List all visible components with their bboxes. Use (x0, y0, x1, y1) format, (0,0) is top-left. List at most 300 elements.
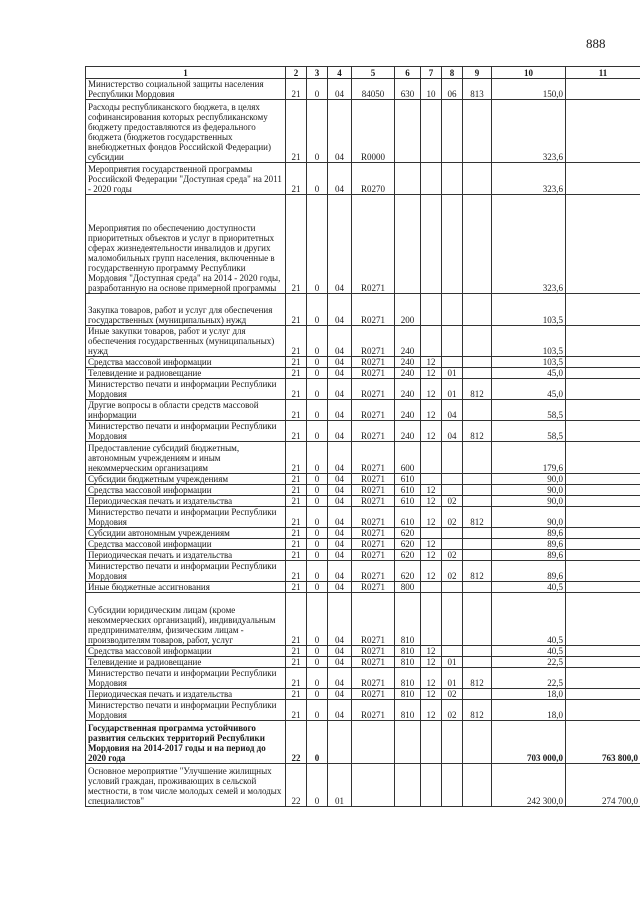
expense-type: 620 (395, 550, 421, 561)
page-number: 888 (586, 36, 606, 51)
amount-1: 89,6 (492, 528, 566, 539)
amount-2 (566, 326, 640, 357)
code-col-3: 0 (307, 195, 328, 294)
code-col-2: 21 (286, 485, 307, 496)
section: 12 (421, 368, 442, 379)
expense-type: 810 (395, 668, 421, 689)
expense-type: 620 (395, 528, 421, 539)
table-row (86, 582, 640, 593)
code-col-4: 04 (328, 496, 352, 507)
code-col-3: 0 (307, 442, 328, 474)
subsection (442, 474, 463, 485)
table-row (86, 79, 640, 100)
code-col-2: 21 (286, 646, 307, 657)
ministry-code: 812 (463, 379, 492, 400)
table-row (86, 294, 640, 326)
target-article: R0000 (352, 100, 395, 163)
target-article: R0271 (352, 421, 395, 442)
amount-2 (566, 474, 640, 485)
amount-1: 89,6 (492, 550, 566, 561)
section: 12 (421, 400, 442, 421)
amount-1: 103,5 (492, 357, 566, 368)
amount-2 (566, 507, 640, 528)
section: 12 (421, 357, 442, 368)
subsection: 04 (442, 421, 463, 442)
ministry-code: 813 (463, 79, 492, 100)
section (421, 442, 442, 474)
expense-type: 800 (395, 582, 421, 593)
amount-2 (566, 79, 640, 100)
row-description: Закупка товаров, работ и услуг для обеспечения государственных (муниципальных) нужд (86, 294, 286, 326)
target-article: R0271 (352, 507, 395, 528)
code-col-2: 21 (286, 582, 307, 593)
target-article: R0271 (352, 689, 395, 700)
table-row (86, 689, 640, 700)
expense-type: 610 (395, 496, 421, 507)
expense-type: 620 (395, 561, 421, 582)
code-col-3: 0 (307, 668, 328, 689)
expense-type (395, 721, 421, 764)
row-description: Субсидии автономным учреждениям (86, 528, 286, 539)
amount-1: 40,5 (492, 646, 566, 657)
section: 12 (421, 379, 442, 400)
code-col-3: 0 (307, 507, 328, 528)
expense-type: 610 (395, 485, 421, 496)
subsection: 02 (442, 561, 463, 582)
row-description: Периодическая печать и издательства (86, 496, 286, 507)
target-article: 84050 (352, 79, 395, 100)
subsection (442, 326, 463, 357)
amount-1: 18,0 (492, 689, 566, 700)
amount-2 (566, 646, 640, 657)
code-col-4: 04 (328, 195, 352, 294)
subsection (442, 442, 463, 474)
subsection: 01 (442, 657, 463, 668)
code-col-2: 21 (286, 507, 307, 528)
section: 12 (421, 700, 442, 721)
code-col-3: 0 (307, 100, 328, 163)
code-col-2: 21 (286, 657, 307, 668)
amount-2 (566, 163, 640, 195)
section: 12 (421, 668, 442, 689)
section (421, 100, 442, 163)
code-col-2: 21 (286, 421, 307, 442)
table-row (86, 561, 640, 582)
row-description: Средства массовой информации (86, 485, 286, 496)
code-col-3: 0 (307, 421, 328, 442)
code-col-2: 21 (286, 561, 307, 582)
column-header: 6 (395, 67, 421, 79)
expense-type (395, 100, 421, 163)
ministry-code: 812 (463, 668, 492, 689)
code-col-2: 21 (286, 474, 307, 485)
expense-type: 600 (395, 442, 421, 474)
amount-1: 89,6 (492, 561, 566, 582)
code-col-4: 04 (328, 379, 352, 400)
subsection: 06 (442, 79, 463, 100)
target-article: R0271 (352, 294, 395, 326)
expense-type: 240 (395, 357, 421, 368)
expense-type: 810 (395, 646, 421, 657)
row-description: Средства массовой информации (86, 646, 286, 657)
amount-2 (566, 496, 640, 507)
ministry-code (463, 195, 492, 294)
code-col-4: 04 (328, 561, 352, 582)
column-header: 4 (328, 67, 352, 79)
code-col-3: 0 (307, 582, 328, 593)
table-row (86, 379, 640, 400)
code-col-2: 22 (286, 764, 307, 807)
amount-2 (566, 657, 640, 668)
code-col-4: 04 (328, 400, 352, 421)
ministry-code: 812 (463, 421, 492, 442)
code-col-3: 0 (307, 593, 328, 646)
subsection (442, 294, 463, 326)
code-col-4: 04 (328, 474, 352, 485)
target-article: R0271 (352, 646, 395, 657)
ministry-code (463, 400, 492, 421)
ministry-code (463, 550, 492, 561)
ministry-code (463, 496, 492, 507)
ministry-code (463, 357, 492, 368)
section: 12 (421, 496, 442, 507)
code-col-2: 21 (286, 368, 307, 379)
amount-1: 150,0 (492, 79, 566, 100)
amount-1: 90,0 (492, 496, 566, 507)
code-col-3: 0 (307, 764, 328, 807)
expense-type: 810 (395, 657, 421, 668)
expense-type: 610 (395, 507, 421, 528)
expense-type: 240 (395, 400, 421, 421)
code-col-4: 04 (328, 100, 352, 163)
column-header: 9 (463, 67, 492, 79)
table-row (86, 485, 640, 496)
table-row (86, 700, 640, 721)
code-col-3: 0 (307, 400, 328, 421)
section: 12 (421, 561, 442, 582)
section: 12 (421, 689, 442, 700)
amount-1: 90,0 (492, 485, 566, 496)
row-description: Министерство печати и информации Республики Мордовия (86, 561, 286, 582)
target-article: R0271 (352, 528, 395, 539)
ministry-code (463, 721, 492, 764)
code-col-2: 21 (286, 195, 307, 294)
code-col-2: 21 (286, 539, 307, 550)
amount-1: 40,5 (492, 582, 566, 593)
code-col-3: 0 (307, 657, 328, 668)
code-col-3: 0 (307, 550, 328, 561)
target-article: R0271 (352, 668, 395, 689)
row-description: Иные закупки товаров, работ и услуг для обеспечения государственных (муниципальных) нужд (86, 326, 286, 357)
expense-type (395, 764, 421, 807)
target-article: R0271 (352, 357, 395, 368)
table-row (86, 764, 640, 807)
table-row (86, 550, 640, 561)
row-description: Телевидение и радиовещание (86, 368, 286, 379)
target-article: R0271 (352, 593, 395, 646)
code-col-2: 22 (286, 721, 307, 764)
expense-type: 620 (395, 539, 421, 550)
code-col-4: 04 (328, 657, 352, 668)
table-row (86, 421, 640, 442)
expense-type: 240 (395, 326, 421, 357)
table-row (86, 474, 640, 485)
section: 10 (421, 79, 442, 100)
target-article: R0271 (352, 700, 395, 721)
amount-2 (566, 550, 640, 561)
expense-type: 810 (395, 593, 421, 646)
table-row (86, 496, 640, 507)
column-header: 10 (492, 67, 566, 79)
section (421, 195, 442, 294)
ministry-code (463, 593, 492, 646)
code-col-4: 04 (328, 357, 352, 368)
amount-1: 90,0 (492, 474, 566, 485)
code-col-4: 04 (328, 593, 352, 646)
subsection (442, 528, 463, 539)
row-description: Другие вопросы в области средств массовой информации (86, 400, 286, 421)
target-article: R0270 (352, 163, 395, 195)
section (421, 582, 442, 593)
table-row (86, 528, 640, 539)
table-row (86, 593, 640, 646)
subsection: 02 (442, 496, 463, 507)
column-header: 1 (86, 67, 286, 79)
table-row (86, 442, 640, 474)
code-col-3: 0 (307, 379, 328, 400)
code-col-2: 21 (286, 700, 307, 721)
section (421, 528, 442, 539)
ministry-code: 812 (463, 507, 492, 528)
amount-1: 323,6 (492, 163, 566, 195)
target-article: R0271 (352, 442, 395, 474)
ministry-code (463, 368, 492, 379)
row-description: Периодическая печать и издательства (86, 550, 286, 561)
amount-1: 18,0 (492, 700, 566, 721)
amount-2 (566, 689, 640, 700)
amount-1: 45,0 (492, 379, 566, 400)
subsection: 02 (442, 507, 463, 528)
code-col-2: 21 (286, 442, 307, 474)
amount-2 (566, 582, 640, 593)
code-col-2: 21 (286, 689, 307, 700)
row-description: Средства массовой информации (86, 539, 286, 550)
code-col-4: 04 (328, 668, 352, 689)
code-col-4: 04 (328, 550, 352, 561)
code-col-4: 04 (328, 646, 352, 657)
column-header: 7 (421, 67, 442, 79)
table-row (86, 163, 640, 195)
amount-1: 22,5 (492, 657, 566, 668)
expense-type: 200 (395, 294, 421, 326)
section: 12 (421, 485, 442, 496)
amount-2 (566, 442, 640, 474)
table-row (86, 646, 640, 657)
row-description: Средства массовой информации (86, 357, 286, 368)
code-col-3: 0 (307, 357, 328, 368)
code-col-4: 04 (328, 326, 352, 357)
section (421, 294, 442, 326)
code-col-4 (328, 721, 352, 764)
target-article: R0271 (352, 561, 395, 582)
code-col-2: 21 (286, 400, 307, 421)
expense-type (395, 195, 421, 294)
target-article: R0271 (352, 582, 395, 593)
subsection: 01 (442, 368, 463, 379)
code-col-2: 21 (286, 528, 307, 539)
section: 12 (421, 550, 442, 561)
row-description: Министерство печати и информации Республики Мордовия (86, 421, 286, 442)
target-article: R0271 (352, 368, 395, 379)
code-col-2: 21 (286, 550, 307, 561)
amount-1: 103,5 (492, 326, 566, 357)
section: 12 (421, 507, 442, 528)
table-row (86, 357, 640, 368)
ministry-code (463, 294, 492, 326)
expense-type: 810 (395, 689, 421, 700)
ministry-code: 812 (463, 561, 492, 582)
expense-type (395, 163, 421, 195)
amount-2 (566, 700, 640, 721)
row-description: Министерство печати и информации Республики Мордовия (86, 668, 286, 689)
section (421, 593, 442, 646)
column-header: 3 (307, 67, 328, 79)
target-article: R0271 (352, 379, 395, 400)
row-description: Министерство печати и информации Республики Мордовия (86, 700, 286, 721)
amount-2: 763 800,0 (566, 721, 640, 764)
table-body (86, 79, 640, 807)
ministry-code (463, 163, 492, 195)
subsection: 04 (442, 400, 463, 421)
row-description: Иные бюджетные ассигнования (86, 582, 286, 593)
subsection: 01 (442, 379, 463, 400)
amount-2 (566, 357, 640, 368)
target-article: R0271 (352, 539, 395, 550)
ministry-code (463, 326, 492, 357)
column-header: 5 (352, 67, 395, 79)
amount-1: 40,5 (492, 593, 566, 646)
target-article: R0271 (352, 485, 395, 496)
section (421, 474, 442, 485)
code-col-3: 0 (307, 721, 328, 764)
code-col-3: 0 (307, 561, 328, 582)
code-col-2: 21 (286, 326, 307, 357)
amount-1: 323,6 (492, 100, 566, 163)
code-col-4: 04 (328, 368, 352, 379)
code-col-4: 04 (328, 163, 352, 195)
budget-table (85, 66, 640, 807)
code-col-3: 0 (307, 646, 328, 657)
amount-2 (566, 368, 640, 379)
code-col-4: 04 (328, 294, 352, 326)
subsection (442, 195, 463, 294)
row-description: Субсидии бюджетным учреждениям (86, 474, 286, 485)
subsection (442, 646, 463, 657)
ministry-code (463, 485, 492, 496)
row-description: Субсидии юридическим лицам (кроме некоммерческих организаций), индивидуальным предпринимателям, физическим лицам - производителям товаров, работ, услуг (86, 593, 286, 646)
ministry-code (463, 582, 492, 593)
table-row (86, 400, 640, 421)
ministry-code (463, 646, 492, 657)
row-description: Государственная программа устойчивого развития сельских территорий Республики Мордовия на 2014-2017 годы и на период до 2020 года (86, 721, 286, 764)
expense-type: 630 (395, 79, 421, 100)
target-article: R0271 (352, 474, 395, 485)
code-col-2: 21 (286, 79, 307, 100)
code-col-4: 04 (328, 700, 352, 721)
amount-2 (566, 561, 640, 582)
amount-2 (566, 400, 640, 421)
subsection: 01 (442, 668, 463, 689)
row-description: Периодическая печать и издательства (86, 689, 286, 700)
section (421, 721, 442, 764)
row-description: Телевидение и радиовещание (86, 657, 286, 668)
section: 12 (421, 539, 442, 550)
code-col-3: 0 (307, 700, 328, 721)
ministry-code (463, 100, 492, 163)
table-row (86, 657, 640, 668)
amount-2 (566, 528, 640, 539)
target-article: R0271 (352, 657, 395, 668)
row-description: Основное мероприятие "Улучшение жилищных условий граждан, проживающих в сельской местности, в том числе молодых семей и молодых специалистов" (86, 764, 286, 807)
section (421, 163, 442, 195)
expense-type: 810 (395, 700, 421, 721)
amount-1: 58,5 (492, 421, 566, 442)
amount-2 (566, 421, 640, 442)
section: 12 (421, 646, 442, 657)
code-col-2: 21 (286, 496, 307, 507)
ministry-code (463, 528, 492, 539)
row-description: Министерство социальной защиты населения Республики Мордовия (86, 79, 286, 100)
table-row (86, 195, 640, 294)
amount-1: 703 000,0 (492, 721, 566, 764)
subsection (442, 582, 463, 593)
row-description: Мероприятия государственной программы Российской Федерации "Доступная среда" на 2011 - 2020 годы (86, 163, 286, 195)
code-col-4: 01 (328, 764, 352, 807)
amount-2 (566, 485, 640, 496)
subsection (442, 593, 463, 646)
amount-2 (566, 379, 640, 400)
code-col-3: 0 (307, 474, 328, 485)
amount-1: 58,5 (492, 400, 566, 421)
code-col-4: 04 (328, 79, 352, 100)
column-header: 8 (442, 67, 463, 79)
section (421, 764, 442, 807)
amount-2 (566, 593, 640, 646)
code-col-3: 0 (307, 689, 328, 700)
amount-2 (566, 294, 640, 326)
code-col-3: 0 (307, 326, 328, 357)
code-col-4: 04 (328, 689, 352, 700)
ministry-code (463, 442, 492, 474)
column-header: 11 (566, 67, 640, 79)
amount-1: 323,6 (492, 195, 566, 294)
table-row (86, 326, 640, 357)
target-article (352, 764, 395, 807)
code-col-4: 04 (328, 421, 352, 442)
subsection (442, 764, 463, 807)
subsection: 02 (442, 689, 463, 700)
code-col-4: 04 (328, 507, 352, 528)
column-header: 2 (286, 67, 307, 79)
row-description: Мероприятия по обеспечению доступности приоритетных объектов и услуг в приоритетных сферах жизнедеятельности инвалидов и других маломобильных групп населения, включенные в государственную программу Республики Мордовия "Доступная среда" на 2014 - 2020 годы, разработанную на основе примерной программы (86, 195, 286, 294)
subsection (442, 539, 463, 550)
target-article: R0271 (352, 400, 395, 421)
code-col-2: 21 (286, 357, 307, 368)
section: 12 (421, 421, 442, 442)
table-row (86, 539, 640, 550)
expense-type: 240 (395, 379, 421, 400)
amount-1: 45,0 (492, 368, 566, 379)
